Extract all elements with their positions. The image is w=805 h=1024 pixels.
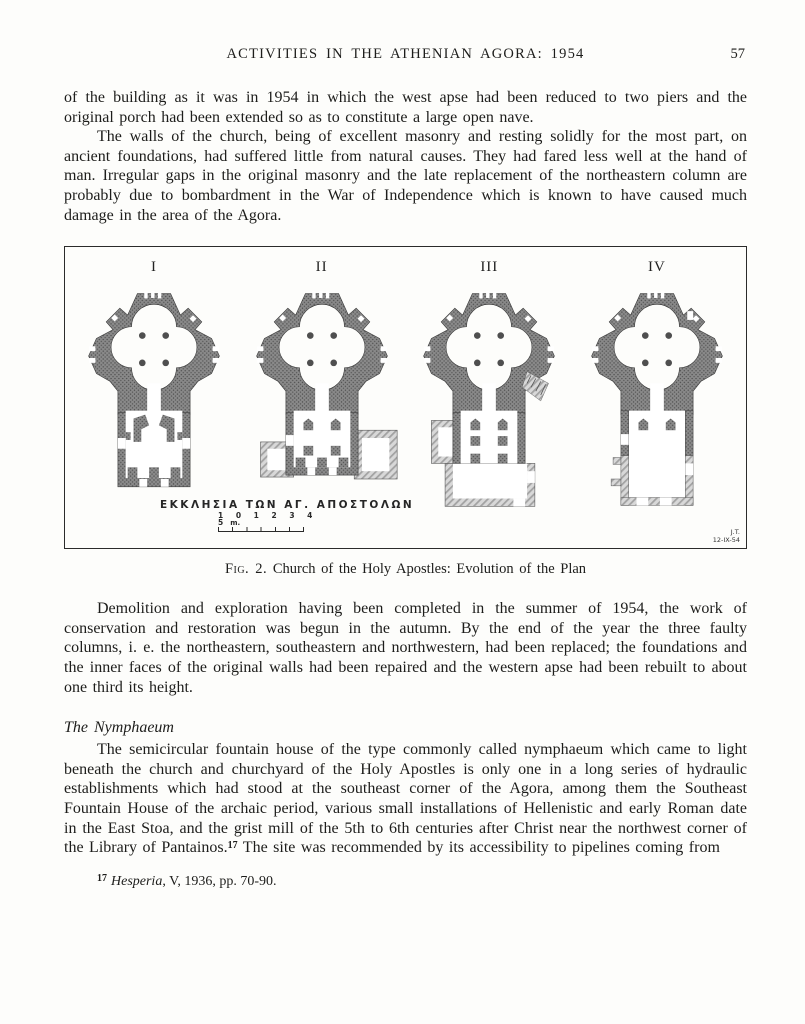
footnote-17 [97,874,747,890]
figure-caption [64,561,747,578]
paragraph-3: Demolition and exploration having been completed in the summer of 1954, the work of conservation and restoration was begun in the autumn. By the end of the year the three faulty columns, i. e. the northeastern, southeastern and northwestern, had been replaced; the foundations and the inner faces of the original walls had been repaired and the western apse had been rebuilt to about one third its height. [64,600,747,696]
scale-unit: m. [230,519,241,528]
paragraph-4 [64,740,747,858]
plans-row [65,247,746,520]
page-number: 57 [730,46,745,62]
section-heading-nymphaeum: The Nymphaeum [64,719,174,737]
plan-iv [574,259,740,520]
paragraph-4-text-cont: The site was recommended by its accessibility to pipelines coming from [237,839,720,857]
footnote-reference-17: 17 [227,840,238,852]
scale-numbers: 1 0 1 2 3 4 5 [218,511,318,528]
figure-caption-label: Fig. 2. [224,561,268,578]
drafter-mark [713,529,740,544]
paragraph-2: The walls of the church, being of excellent masonry and resting solidly for the most part, on ancient foundations, had suffered little from natural causes. They had fared less well at the hand of man. Irregular gaps in the original masonry and the late replacement of the northeastern column are probably due to bombardment in the War of Independence which is known to have caused much damage in the area of the Agora. [64,128,747,224]
scale-line [218,527,304,532]
plan-ii [239,259,405,520]
drawing-date: 12-IX-54 [712,535,740,544]
footnote-marker: 17 [97,872,107,884]
footnote-citation: , V, 1936, pp. 70-90. [162,873,277,889]
plan-ii-label: II [315,259,328,276]
plan-i-drawing [71,276,237,520]
drafter-initials: J.T. [730,528,740,537]
plan-iii [406,259,572,520]
plan-iv-label: IV [648,259,666,276]
page-title: ACTIVITIES IN THE ATHENIAN AGORA: 1954 [226,46,585,62]
figure-2-plate [64,246,747,549]
running-head [64,46,747,68]
greek-inscription: ΕΚΚΛΗΣΙΑ ΤΩΝ ΑΓ. ΑΠΟΣΤΟΛΩΝ [160,499,415,512]
footnote-work-title: Hesperia [111,873,163,889]
plan-iv-drawing [574,276,740,520]
scale-bar [218,512,328,532]
plan-i [71,259,237,520]
figure-caption-text: Church of the Holy Apostles: Evolution of the Plan [272,561,587,578]
plan-i-label: I [151,259,157,276]
plan-ii-drawing [239,276,405,520]
plan-iii-label: III [480,259,499,276]
paragraph-4-text: The semicircular fountain house of the type commonly called nymphaeum which came to light beneath the church and churchyard of the Holy Apostles is only one in a long series of hydraulic establishments which had stood at the southeast corner of the Agora, among them the Southeast Fountain House of the archaic period, various small installations of Hellenistic and early Roman date in the East Stoa, and the grist mill of the 5th to 6th centuries after Christ near the northwest corner of the Library of Pantainos. [64,741,747,857]
plan-iii-drawing [406,276,572,520]
drawing-inscription-block [160,499,415,532]
paragraph-1: of the building as it was in 1954 in which the west apse had been reduced to two piers and the original porch had been extended so as to constitute a large open nave. [64,89,747,126]
